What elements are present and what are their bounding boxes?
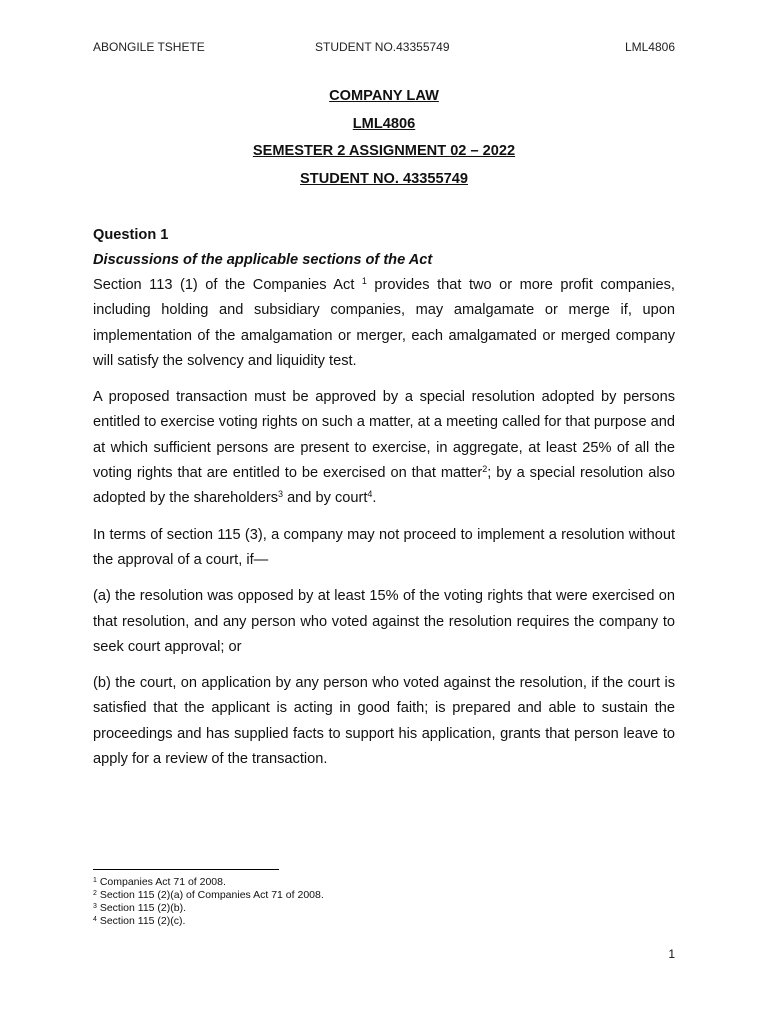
footnote-3 [93, 902, 324, 915]
paragraph-2-text-b: ; by a special resolution also adopted by the shareholders [93, 465, 675, 507]
header-student-number: STUDENT NO.43355749 [315, 40, 450, 54]
footnote-2-text: Section 115 (2)(a) of Companies Act 71 of 2008. [96, 889, 324, 901]
footnote-4-number: 4 [93, 916, 97, 923]
footnote-divider [93, 869, 279, 870]
footnote-ref-1: 1 [361, 276, 367, 286]
paragraph-1-text-a: Section 113 (1) of the Companies Act [93, 277, 355, 293]
footnote-2 [93, 889, 324, 902]
title-assignment: SEMESTER 2 ASSIGNMENT 02 – 2022 [252, 143, 516, 159]
title-module-code: LML4806 [352, 115, 416, 132]
paragraph-1 [93, 273, 675, 374]
title-course: COMPANY LAW [329, 88, 439, 104]
paragraph-1-text-b: provides that two or more profit companies, including holding and subsidiary companies, may amalgamate or merge if, upon implementation of the amalgamation or merger, each amalgamated or merged company will satisfy the solvency and liquidity test. [93, 277, 675, 369]
footnotes [93, 876, 324, 928]
paragraph-3: In terms of section 115 (3), a company may not proceed to implement a resolution without the approval of a court, if— [93, 526, 675, 568]
section-subheading: Discussions of the applicable sections of the Act [93, 252, 433, 268]
footnote-ref-3: 3 [278, 489, 284, 500]
title-student-number: STUDENT NO. 43355749 [300, 170, 468, 187]
page-header [93, 40, 675, 60]
paragraph-2 [93, 385, 675, 511]
document-body [93, 225, 675, 783]
header-module-code: LML4806 [624, 40, 675, 54]
footnote-3-text: Section 115 (2)(b). [96, 902, 187, 914]
paragraph-2-text-d: . [372, 490, 377, 507]
question-heading: Question 1 [93, 227, 169, 243]
footnote-2-number: 2 [93, 890, 97, 897]
header-author-name: ABONGILE TSHETE [93, 40, 205, 54]
footnote-4-text: Section 115 (2)(c). [96, 915, 186, 927]
footnote-4 [93, 915, 324, 928]
footnote-3-number: 3 [93, 903, 97, 910]
paragraph-2-text-c: and by court [283, 490, 368, 507]
footnote-1-number: 1 [93, 877, 97, 884]
title-block [93, 86, 675, 196]
page-number: 1 [668, 947, 675, 961]
footnote-ref-4: 4 [367, 489, 373, 500]
paragraph-4: (a) the resolution was opposed by at least 15% of the voting rights that were exercised on that resolution, and any person who voted against the resolution requires the company to seek court approval; or [93, 588, 675, 655]
footnote-1 [93, 876, 324, 889]
footnote-ref-2: 2 [482, 464, 488, 475]
footnote-1-text: Companies Act 71 of 2008. [96, 876, 226, 888]
paragraph-2-text-a: A proposed transaction must be approved by a special resolution adopted by persons entitled to exercise voting rights on such a matter, at a meeting called for that purpose and at which sufficient persons are present to exercise, in aggregate, at least 25% of all the voting rights that are entitled to be exercised on that matter [93, 389, 675, 482]
paragraph-5: (b) the court, on application by any person who voted against the resolution, if the court is satisfied that the applicant is acting in good faith; is prepared and able to sustain the proceedings and has supplied facts to support his application, grants that person leave to apply for a review of the transaction. [93, 675, 675, 768]
